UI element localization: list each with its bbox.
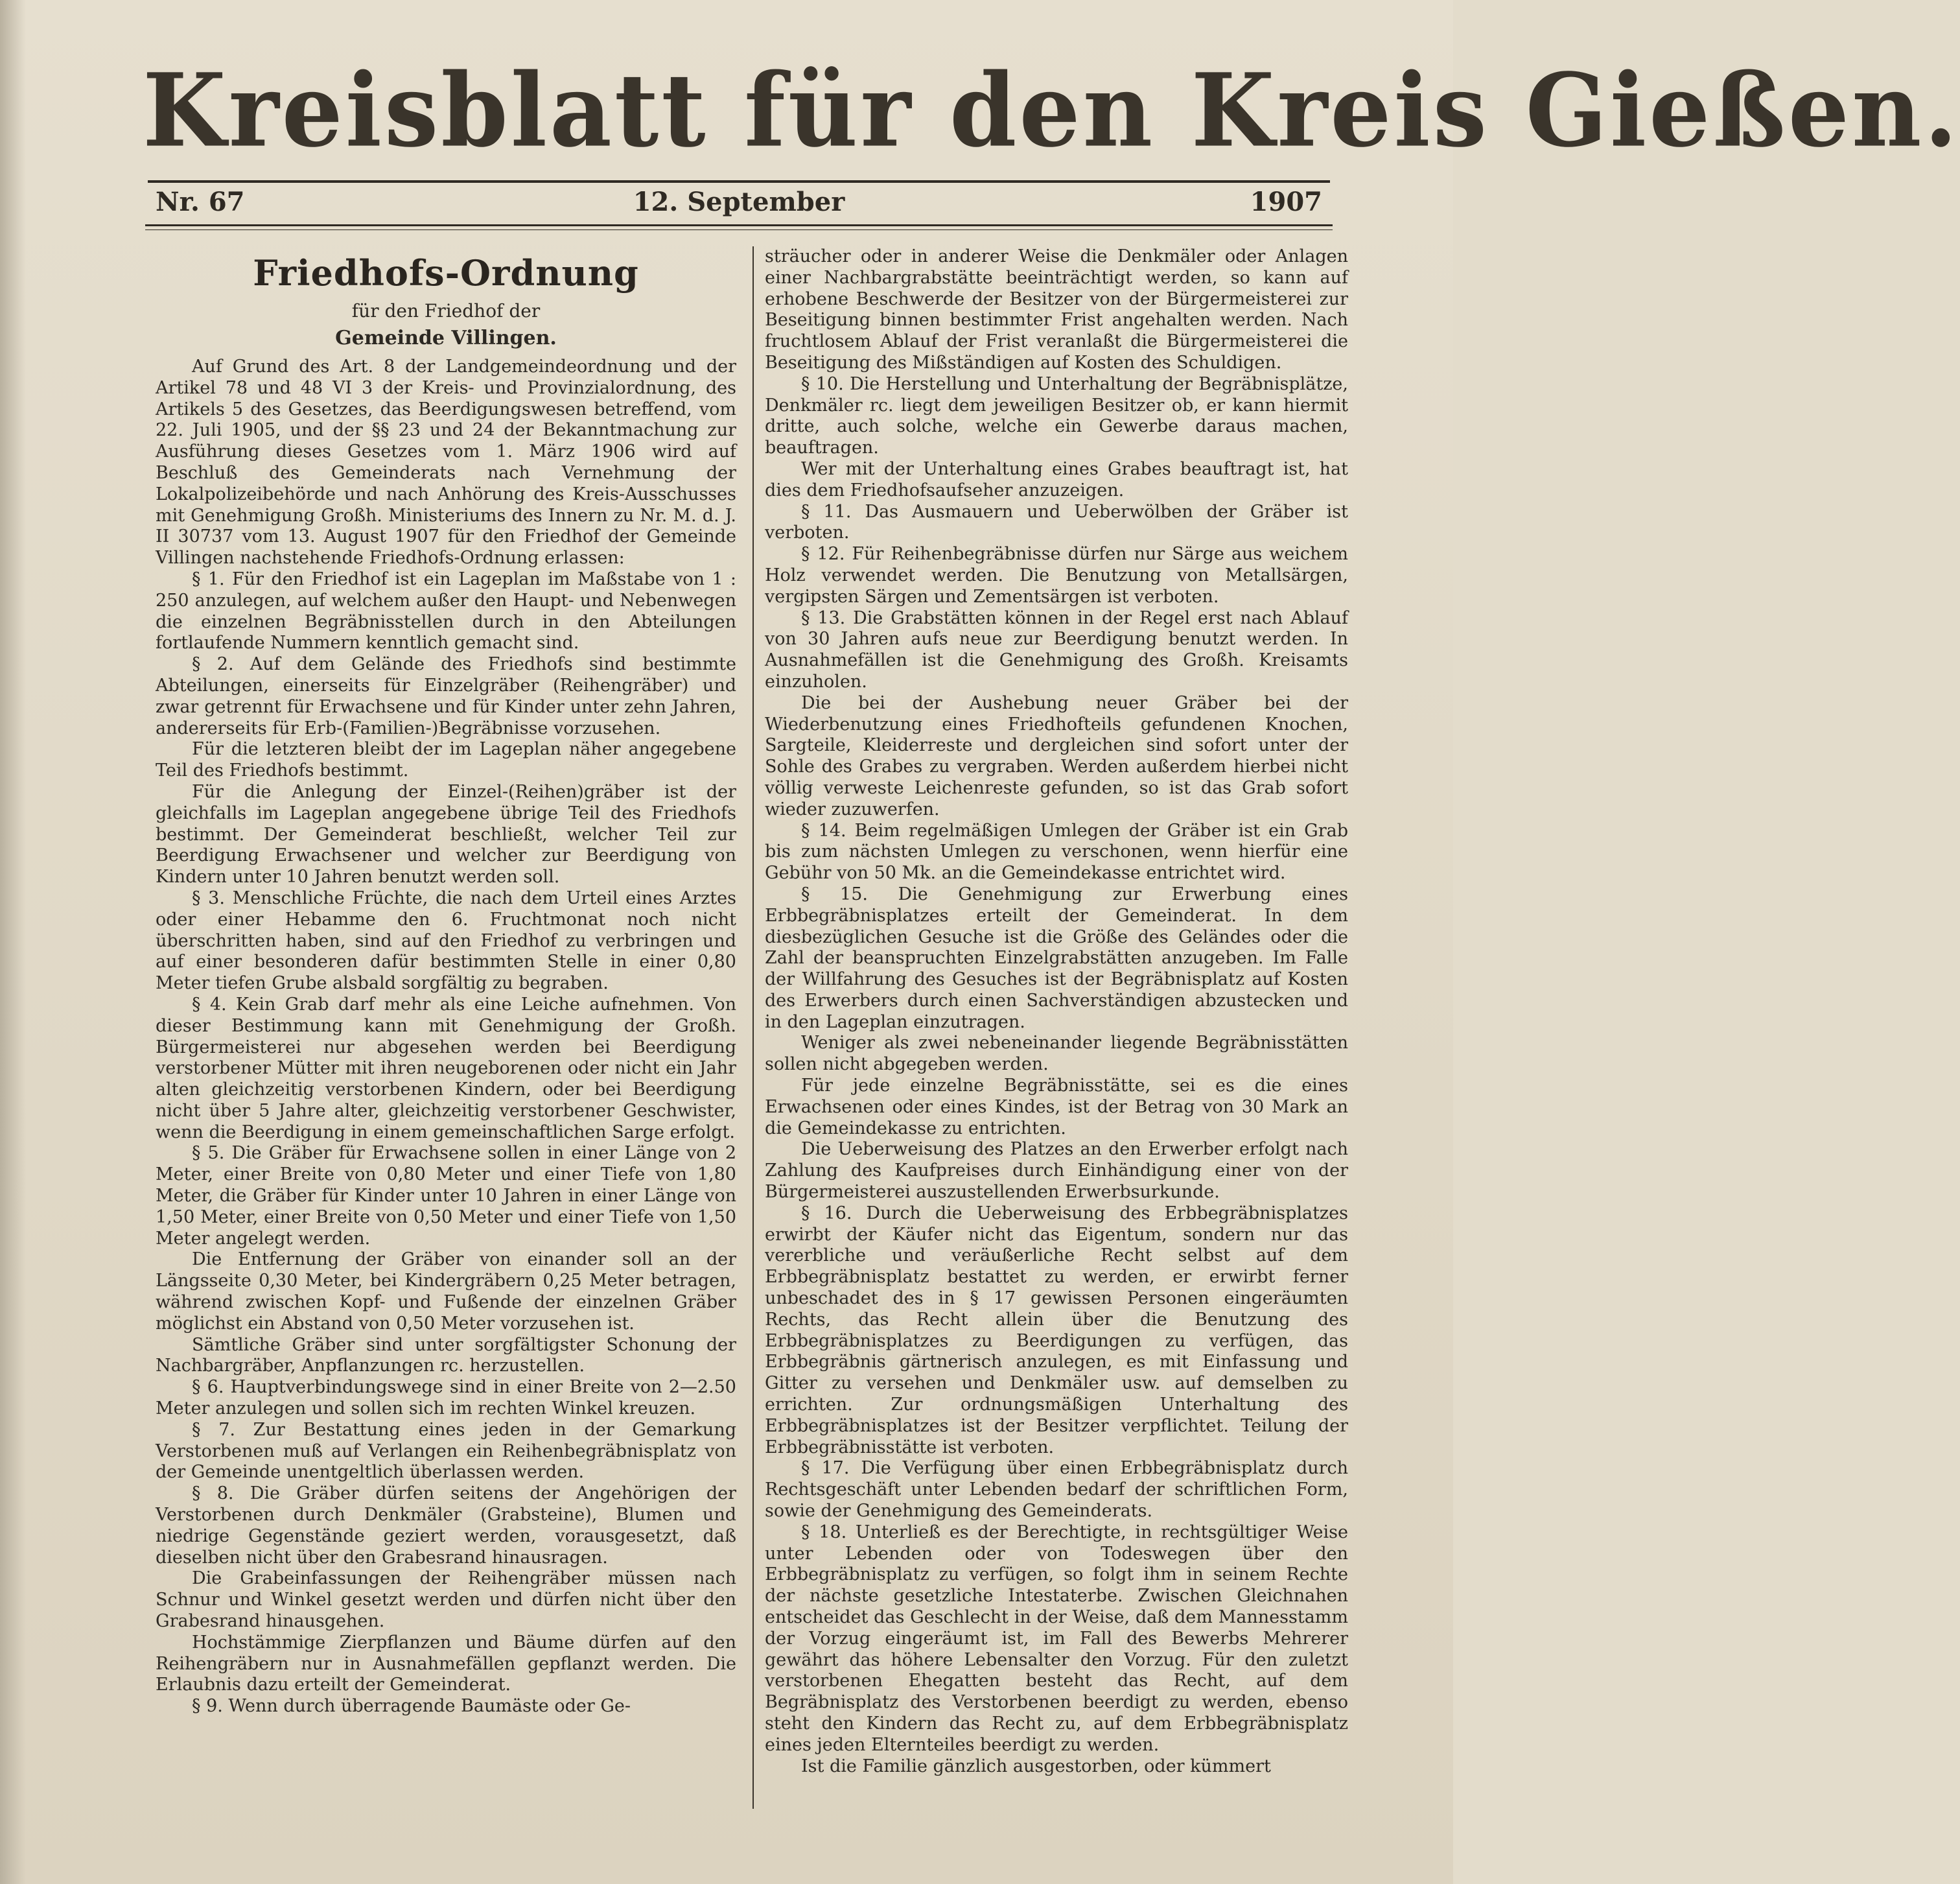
article-paragraph: Hochstämmige Zierpflanzen und Bäume dürfen auf den Reihengräbern nur in Ausnahmefällen gepflanzt werden. Die Erlaubnis dazu erteilt der Gemeinderat.: [156, 1632, 736, 1695]
article-paragraph: § 6. Hauptverbindungswege sind in einer Breite von 2—2.50 Meter anzulegen und sollen sich im rechten Winkel kreuzen.: [156, 1377, 736, 1419]
article-paragraph: § 18. Unterließ es der Berechtigte, in rechtsgültiger Weise unter Lebenden oder von Todeswegen über den Erbbegräbnisplatz zu verfügen, so folgt ihm in seinem Rechte der nächste gesetzliche Intestaterbe. Zwischen Gleichnahen entscheidet das Geschlecht in der Weise, daß dem Mannesstamm der Vorzug eingeräumt ist, im Fall des Bewerbs Mehrerer gewährt das höhere Lebensalter den Vorzug. Für den zuletzt verstorbenen Ehegatten besteht das Recht, auf dem Begräbnisplatz des Verstorbenen beerdigt zu werden, ebenso steht den Kindern das Recht zu, auf dem Erbbegräbnisplatz eines jeden Elternteiles beerdigt zu werden.: [765, 1522, 1348, 1755]
issue-number: Nr. 67: [156, 187, 245, 217]
masthead-rule-bottom: [145, 224, 1333, 226]
article-paragraph: Die Ueberweisung des Platzes an den Erwerber erfolgt nach Zahlung des Kaufpreises durch Einhändigung einer von der Bürgermeisterei auszustellenden Erwerbsurkunde.: [765, 1139, 1348, 1203]
article-paragraph: § 14. Beim regelmäßigen Umlegen der Gräber ist ein Grab bis zum nächsten Umlegen zu verschonen, wenn hierfür eine Gebühr von 50 Mk. an die Gemeindekasse entrichtet wird.: [765, 820, 1348, 884]
article-paragraph: § 3. Menschliche Früchte, die nach dem Urteil eines Arztes oder einer Hebamme den 6. Fruchtmonat noch nicht überschritten haben, sind auf den Friedhof zu verbringen und auf einer besonderen dafür bestimmten Stelle in einer 0,80 Meter tiefen Grube alsbald sorgfältig zu begraben.: [156, 888, 736, 994]
masthead-rule-top: [148, 180, 1330, 183]
article-paragraph: Die Entfernung der Gräber von einander soll an der Längsseite 0,30 Meter, bei Kindergräbern 0,25 Meter betragen, während zwischen Kopf- und Fußende der einzelnen Gräber möglichst ein Abstand von 0,50 Meter vorzusehen ist.: [156, 1249, 736, 1334]
left-column: [156, 246, 736, 1815]
scan-edge-shadow: [0, 0, 26, 1884]
left-column-body: [156, 357, 736, 1717]
article-paragraph: Wer mit der Unterhaltung eines Grabes beauftragt ist, hat dies dem Friedhofsaufseher anzuzeigen.: [765, 458, 1348, 500]
article-subtitle-municipality: Gemeinde Villingen.: [335, 327, 557, 349]
issue-bar: [156, 184, 1322, 220]
article-paragraph: § 15. Die Genehmigung zur Erwerbung eines Erbbegräbnisplatzes erteilt der Gemeinderat. In dem diesbezüglichen Gesuche ist die Größe des Geländes oder die Zahl der beanspruchten Einzelgrabstätten anzugeben. Im Falle der Willfahrung des Gesuches ist der Begräbnisplatz auf Kosten des Erwerbers durch einen Sachverständigen abzustecken und in den Lageplan einzutragen.: [765, 884, 1348, 1032]
article-title: Friedhofs-Ordnung: [253, 252, 639, 294]
article-paragraph: Für die letzteren bleibt der im Lageplan näher angegebene Teil des Friedhofs bestimmt.: [156, 739, 736, 781]
article-paragraph: § 17. Die Verfügung über einen Erbbegräbnisplatz durch Rechtsgeschäft unter Lebenden bedarf der schriftlichen Form, sowie der Genehmigung des Gemeinderats.: [765, 1458, 1348, 1522]
article-paragraph: § 2. Auf dem Gelände des Friedhofs sind bestimmte Abteilungen, einerseits für Einzelgräber (Reihengräber) und zwar getrennt für Erwachsene und für Kinder unter zehn Jahren, andererseits für Erb-(Familien-)Begräbnisse vorzusehen.: [156, 654, 736, 738]
article-paragraph: § 8. Die Gräber dürfen seitens der Angehörigen der Verstorbenen durch Denkmäler (Grabsteine), Blumen und niedrige Gegenstände geziert werden, vorausgesetzt, daß dieselben nicht über den Grabesrand hinausragen.: [156, 1483, 736, 1568]
article-paragraph: sträucher oder in anderer Weise die Denkmäler oder Anlagen einer Nachbargrabstätte beeinträchtigt werden, so kann auf erhobene Beschwerde der Besitzer von der Bürgermeisterei zur Beseitigung binnen bestimmter Frist angehalten werden. Nach fruchtlosem Ablauf der Frist veranlaßt die Bürgermeisterei die Beseitigung des Mißständigen auf Kosten des Schuldigen.: [765, 246, 1348, 373]
column-divider: [752, 246, 754, 1809]
article-paragraph: Sämtliche Gräber sind unter sorgfältigster Schonung der Nachbargräber, Anpflanzungen rc. herzustellen.: [156, 1334, 736, 1376]
article-paragraph: § 11. Das Ausmauern und Ueberwölben der Gräber ist verboten.: [765, 501, 1348, 543]
right-column-body: [765, 246, 1348, 1777]
article-paragraph: § 4. Kein Grab darf mehr als eine Leiche aufnehmen. Von dieser Bestimmung kann mit Genehmigung der Großh. Bürgermeisterei nur abgesehen werden bei Beerdigung verstorbener Mütter mit ihren neugeborenen oder nicht ein Jahr alten gleichzeitig verstorbenen Kindern, oder bei Beerdigung nicht über 5 Jahre alter, gleichzeitig verstorbener Geschwister, wenn die Beerdigung in einem gemeinschaftlichen Sarge erfolgt.: [156, 994, 736, 1142]
issue-year: 1907: [1250, 187, 1322, 217]
article-paragraph: § 12. Für Reihenbegräbnisse dürfen nur Särge aus weichem Holz verwendet werden. Die Benutzung von Metallsärgen, vergipsten Särgen und Zementsärgen ist verboten.: [765, 544, 1348, 607]
article-paragraph: Die Grabeinfassungen der Reihengräber müssen nach Schnur und Winkel gesetzt werden und dürfen nicht über den Grabesrand hinausgehen.: [156, 1568, 736, 1632]
article-paragraph: Die bei der Aushebung neuer Gräber bei der Wiederbenutzung eines Friedhofteils gefundenen Knochen, Sargteile, Kleiderreste und dergleichen sind sofort unter der Sohle des Grabes zu vergraben. Werden außerdem hierbei nicht völlig verweste Leichenreste gefunden, so ist das Grab sofort wieder zuzuwerfen.: [765, 692, 1348, 819]
article-paragraph: Weniger als zwei nebeneinander liegende Begräbnisstätten sollen nicht abgegeben werden.: [765, 1033, 1348, 1075]
article-paragraph: Auf Grund des Art. 8 der Landgemeindeordnung und der Artikel 78 und 48 VI 3 der Kreis- und Provinzialordnung, des Artikels 5 des Gesetzes, das Beerdigungswesen betreffend, vom 22. Juli 1905, und der §§ 23 und 24 der Bekanntmachung zur Ausführung dieses Gesetzes vom 1. März 1906 wird auf Beschluß des Gemeinderats nach Vernehmung der Lokalpolizeibehörde und nach Anhörung des Kreis-Ausschusses mit Genehmigung Großh. Ministeriums des Innern zu Nr. M. d. J. II 30737 vom 13. August 1907 für den Friedhof der Gemeinde Villingen nachstehende Friedhofs-Ordnung erlassen:: [156, 357, 736, 569]
article-paragraph: Für jede einzelne Begräbnisstätte, sei es die eines Erwachsenen oder eines Kindes, ist der Betrag von 30 Mark an die Gemeindekasse zu entrichten.: [765, 1076, 1348, 1138]
article-paragraph: § 1. Für den Friedhof ist ein Lageplan im Maßstabe von 1 : 250 anzulegen, auf welchem außer den Haupt- und Nebenwegen die einzelnen Begräbnisstellen durch in den Abteilungen fortlaufende Nummern kenntlich gemacht sind.: [156, 569, 736, 654]
article-paragraph: § 7. Zur Bestattung eines jeden in der Gemarkung Verstorbenen muß auf Verlangen ein Reihenbegräbnisplatz von der Gemeinde unentgeltlich überlassen werden.: [156, 1419, 736, 1483]
article-paragraph: § 13. Die Grabstätten können in der Regel erst nach Ablauf von 30 Jahren aufs neue zur Beerdigung benutzt werden. In Ausnahmefällen ist die Genehmigung des Großh. Kreisamts einzuholen.: [765, 607, 1348, 692]
article-paragraph: § 10. Die Herstellung und Unterhaltung der Begräbnisplätze, Denkmäler rc. liegt dem jeweiligen Besitzer ob, er kann hiermit dritte, auch solche, welche ein Gewerbe daraus machen, beauftragen.: [765, 373, 1348, 458]
article-paragraph: § 5. Die Gräber für Erwachsene sollen in einer Länge von 2 Meter, einer Breite von 0,80 Meter und einer Tiefe von 1,80 Meter, die Gräber für Kinder unter 10 Jahren in einer Länge von 1,50 Meter, einer Breite von 0,50 Meter und einer Tiefe von 1,50 Meter angelegt werden.: [156, 1143, 736, 1249]
article-paragraph: Für die Anlegung der Einzel-(Reihen)gräber ist der gleichfalls im Lageplan angegebene übrige Teil des Friedhofs bestimmt. Der Gemeinderat beschließt, welcher Teil zur Beerdigung Erwachsener und welcher zur Beerdigung von Kindern unter 10 Jahren benutzt werden soll.: [156, 781, 736, 888]
article-paragraph: § 9. Wenn durch überragende Baumäste oder Ge-: [192, 1696, 631, 1717]
masthead-title: Kreisblatt für den Kreis Gießen.: [143, 51, 1960, 170]
issue-date: 12. September: [633, 187, 845, 217]
right-column: [765, 246, 1348, 1815]
article-subtitle: für den Friedhof der: [351, 300, 541, 322]
article-paragraph: Ist die Familie gänzlich ausgestorben, oder kümmert: [801, 1756, 1271, 1776]
article-paragraph: § 16. Durch die Ueberweisung des Erbbegräbnisplatzes erwirbt der Käufer nicht das Eigentum, sondern nur das vererbliche und veräußerliche Recht selbst auf dem Erbbegräbnisplatz bestattet zu werden, er erwirbt ferner unbeschadet des in § 17 gewissen Personen eingeräumten Rechts, das Recht allein über die Benutzung des Erbbegräbnisplatzes zu Beerdigungen zu verfügen, das Erbbegräbnis gärtnerisch anzulegen, es mit Einfassung und Gitter zu versehen und Denkmäler usw. auf demselben zu errichten. Zur ordnungsmäßigen Unterhaltung des Erbbegräbnisplatzes ist der Besitzer verpflichtet. Teilung der Erbbegräbnisstätte ist verboten.: [765, 1203, 1348, 1457]
